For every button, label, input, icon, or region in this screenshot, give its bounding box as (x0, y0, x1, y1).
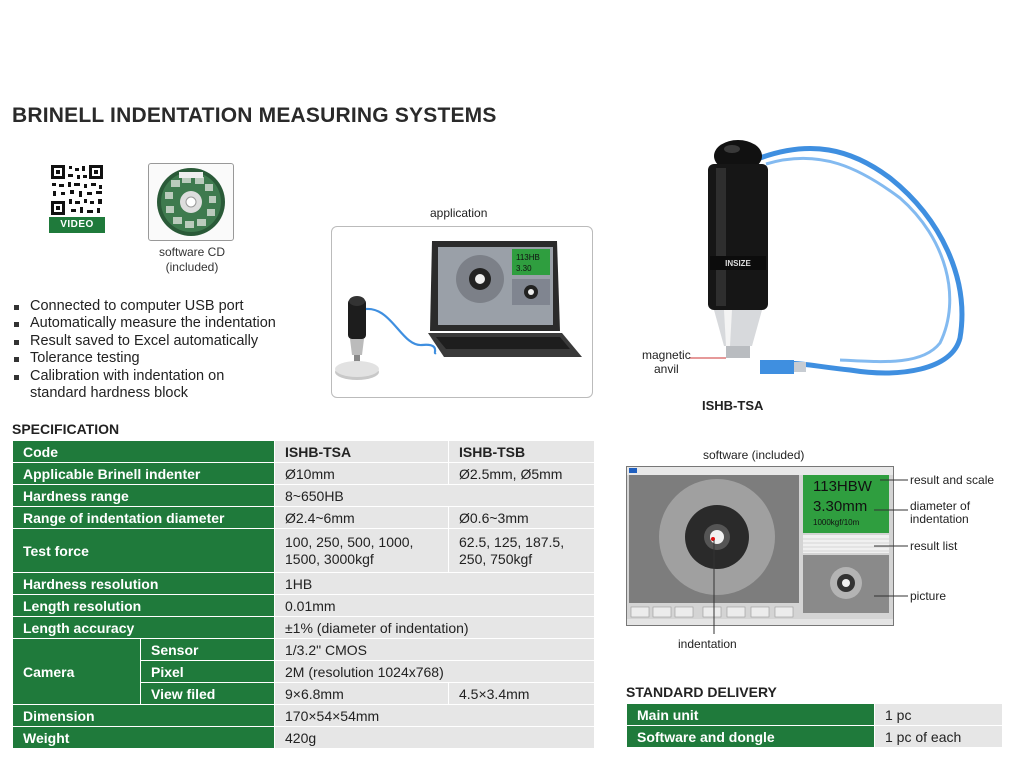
table-row (13, 573, 595, 595)
video-badge: VIDEO (49, 217, 105, 233)
spec-label: Length resolution (13, 595, 275, 617)
qr-code-icon (49, 163, 105, 217)
feature-item: Automatically measure the indentation (12, 315, 276, 332)
annotation-diameter-line1: diameter of (910, 499, 971, 513)
delivery-item: Main unit (627, 704, 875, 726)
feature-item: Connected to computer USB port (12, 298, 276, 315)
test-force-tsa-line1: 100, 250, 500, 1000, (285, 533, 414, 550)
table-row (13, 639, 595, 661)
delivery-item: Software and dongle (627, 726, 875, 748)
software-hardness-reading: 113HBW (813, 478, 872, 495)
spec-sublabel: Sensor (141, 639, 275, 661)
page-title: BRINELL INDENTATION MEASURING SYSTEMS (12, 104, 497, 127)
spec-label: Length accuracy (13, 617, 275, 639)
spec-label-camera: Camera (13, 639, 141, 705)
cd-disc-icon (149, 164, 233, 240)
table-row (13, 617, 595, 639)
application-photo (331, 226, 593, 398)
cd-caption-line2: (included) (165, 260, 219, 274)
feature-item: Result saved to Excel automatically (12, 333, 276, 350)
spec-value-tsb: Ø0.6~3mm (449, 507, 595, 529)
table-row (627, 704, 1003, 726)
test-force-tsb-line2: 250, 750kgf (459, 550, 533, 567)
table-row (13, 507, 595, 529)
spec-value: 420g (275, 727, 595, 749)
specification-table (12, 440, 595, 749)
spec-value-tsa (275, 529, 449, 573)
annotation-indentation: indentation (678, 637, 737, 651)
annotation-result-list: result list (910, 539, 958, 553)
spec-value: 0.01mm (275, 595, 595, 617)
spec-label: Test force (13, 529, 275, 573)
delivery-table (626, 703, 1003, 748)
table-row (13, 727, 595, 749)
software-window-illustration (627, 467, 893, 625)
feature-item-continuation: standard hardness block (30, 385, 188, 402)
spec-sublabel: Pixel (141, 661, 275, 683)
software-cd-caption (140, 245, 244, 275)
spec-value: 2M (resolution 1024x768) (275, 661, 595, 683)
spec-value: 170×54×54mm (275, 705, 595, 727)
test-force-tsb-line1: 62.5, 125, 187.5, (459, 533, 565, 550)
spec-value: 8~650HB (275, 485, 595, 507)
test-force-tsa-line2: 1500, 3000kgf (285, 550, 374, 567)
spec-value-tsa: Ø2.4~6mm (275, 507, 449, 529)
spec-value-tsb: Ø2.5mm, Ø5mm (449, 463, 595, 485)
spec-value: ±1% (diameter of indentation) (275, 617, 595, 639)
specification-heading: SPECIFICATION (12, 421, 120, 437)
spec-value-tsa: 9×6.8mm (275, 683, 449, 705)
delivery-qty: 1 pc of each (875, 726, 1003, 748)
magnetic-anvil-label (642, 348, 691, 376)
app-screen-diameter: 3.30 (516, 264, 532, 273)
anvil-label-line2: anvil (654, 362, 679, 376)
feature-list (12, 298, 276, 402)
spec-label: Range of indentation diameter (13, 507, 275, 529)
software-force-reading: 1000kgf/10m (813, 518, 860, 527)
table-row (13, 441, 595, 463)
annotation-diameter (910, 500, 970, 526)
table-row (13, 595, 595, 617)
app-screen-reading: 113HB (516, 253, 540, 262)
software-screenshot (626, 466, 894, 626)
anvil-label-line1: magnetic (642, 348, 691, 362)
delivery-qty: 1 pc (875, 704, 1003, 726)
spec-value-tsa: Ø10mm (275, 463, 449, 485)
annotation-result-scale: result and scale (910, 473, 995, 487)
cd-caption-line1: software CD (158, 245, 226, 259)
laptop-setup-illustration (332, 227, 592, 397)
product-model-label: ISHB-TSA (702, 398, 764, 413)
software-diameter-reading: 3.30mm (813, 498, 868, 515)
spec-label: Dimension (13, 705, 275, 727)
table-row (13, 485, 595, 507)
feature-item: Tolerance testing (12, 350, 276, 367)
software-label: software (included) (703, 448, 805, 462)
spec-label: Applicable Brinell indenter (13, 463, 275, 485)
table-row (13, 529, 595, 573)
hardness-tester-illustration (690, 138, 980, 388)
spec-value: 1HB (275, 573, 595, 595)
product-image (690, 138, 980, 388)
application-label: application (430, 206, 488, 220)
spec-label: Hardness resolution (13, 573, 275, 595)
table-row (13, 463, 595, 485)
annotation-picture: picture (910, 589, 947, 603)
spec-value-tsb (449, 529, 595, 573)
spec-value-tsb: ISHB-TSB (449, 441, 595, 463)
video-qr-code[interactable] (49, 163, 105, 233)
spec-sublabel: View filed (141, 683, 275, 705)
standard-delivery-heading: STANDARD DELIVERY (626, 684, 777, 700)
spec-label: Hardness range (13, 485, 275, 507)
software-cd-image (148, 163, 234, 241)
brand-label: INSIZE (725, 259, 751, 268)
indentation-leader (708, 540, 720, 638)
annotation-diameter-line2: indentation (910, 512, 969, 526)
table-row (13, 705, 595, 727)
spec-value: 1/3.2" CMOS (275, 639, 595, 661)
spec-label: Weight (13, 727, 275, 749)
feature-item: Calibration with indentation on (12, 368, 276, 385)
spec-value-tsa: ISHB-TSA (275, 441, 449, 463)
spec-value-tsb: 4.5×3.4mm (449, 683, 595, 705)
spec-label: Code (13, 441, 275, 463)
table-row (627, 726, 1003, 748)
